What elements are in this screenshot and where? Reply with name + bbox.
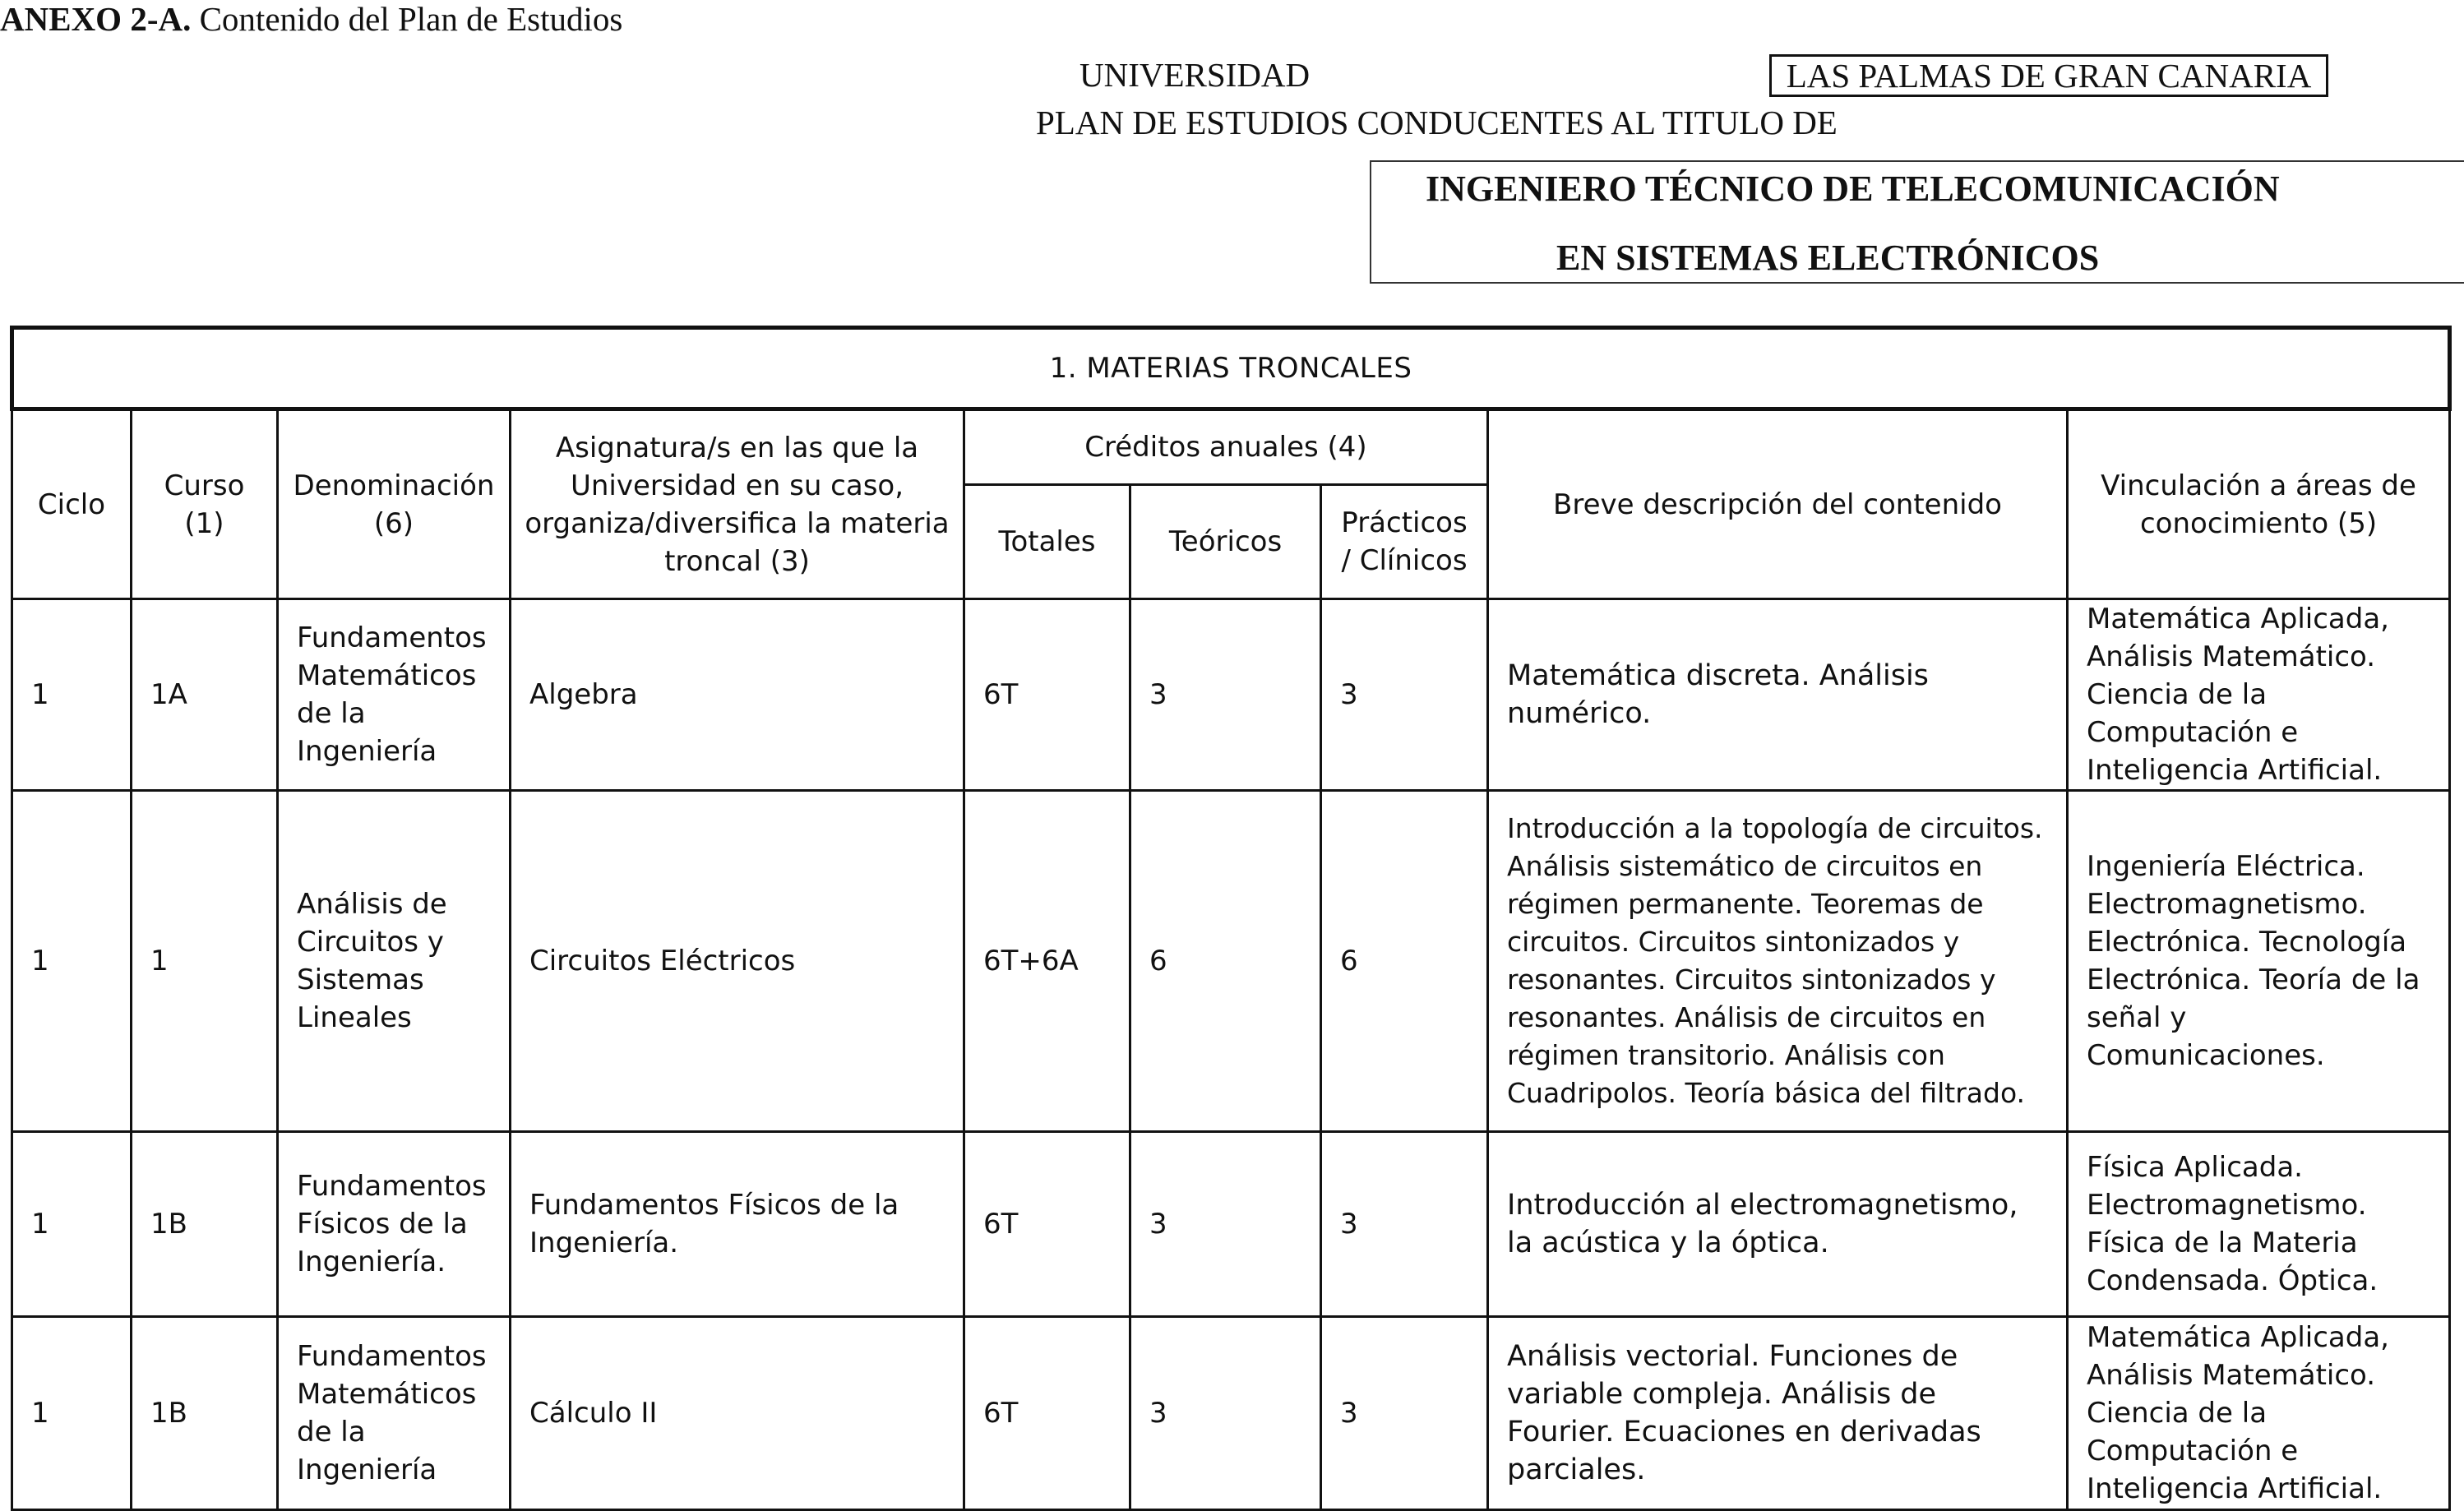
degree-title-line-2: EN SISTEMAS ELECTRÓNICOS: [1556, 238, 2100, 278]
cell-practicos: 3: [1321, 1132, 1488, 1317]
curriculum-table-wrapper: [10, 326, 2448, 1511]
university-label: UNIVERSIDAD: [1079, 56, 1311, 94]
annex-title: Contenido del Plan de Estudios: [199, 0, 623, 38]
cell-teoricos: 3: [1130, 599, 1321, 791]
cell-totales: 6T: [964, 1317, 1130, 1510]
degree-title-line-1: INGENIERO TÉCNICO DE TELECOMUNICACIÓN: [1426, 169, 2280, 209]
cell-vinculacion: Matemática Aplicada, Análisis Matemático. Ciencia de la Computación e Inteligencia Artificial.: [2068, 1317, 2450, 1510]
column-header-curso: Curso (1): [132, 409, 278, 599]
column-header-creditos: Créditos anuales (4): [964, 409, 1488, 485]
cell-practicos: 3: [1321, 599, 1488, 791]
annex-heading: [0, 0, 622, 38]
university-name-box: LAS PALMAS DE GRAN CANARIA: [1769, 54, 2328, 97]
cell-asignatura: Cálculo II: [511, 1317, 964, 1510]
cell-ciclo: 1: [12, 599, 132, 791]
cell-teoricos: 3: [1130, 1317, 1321, 1510]
cell-denominacion: Fundamentos Físicos de la Ingeniería.: [278, 1132, 511, 1317]
cell-descripcion: Análisis vectorial. Funciones de variable compleja. Análisis de Fourier. Ecuaciones en derivadas parciales.: [1488, 1317, 2068, 1510]
cell-curso: 1B: [132, 1317, 278, 1510]
cell-descripcion: Introducción al electromagnetismo, la acústica y la óptica.: [1488, 1132, 2068, 1317]
cell-practicos: 3: [1321, 1317, 1488, 1510]
table-row: [12, 599, 2450, 791]
cell-denominacion: Fundamentos Matemáticos de la Ingeniería: [278, 599, 511, 791]
table-title: 1. MATERIAS TRONCALES: [12, 328, 2450, 409]
column-header-teoricos: Teóricos: [1130, 485, 1321, 599]
cell-totales: 6T: [964, 599, 1130, 791]
column-header-totales: Totales: [964, 485, 1130, 599]
column-header-practicos: Prácticos / Clínicos: [1321, 485, 1488, 599]
cell-curso: 1: [132, 791, 278, 1132]
column-header-ciclo: Ciclo: [12, 409, 132, 599]
curriculum-table: [10, 326, 2452, 1511]
column-header-vinculacion: Vinculación a áreas de conocimiento (5): [2068, 409, 2450, 599]
cell-denominacion: Fundamentos Matemáticos de la Ingeniería: [278, 1317, 511, 1510]
annex-number: ANEXO 2-A.: [0, 0, 192, 38]
cell-totales: 6T+6A: [964, 791, 1130, 1132]
cell-asignatura: Circuitos Eléctricos: [511, 791, 964, 1132]
cell-ciclo: 1: [12, 791, 132, 1132]
cell-asignatura: Algebra: [511, 599, 964, 791]
cell-curso: 1B: [132, 1132, 278, 1317]
cell-descripcion: Matemática discreta. Análisis numérico.: [1488, 599, 2068, 791]
cell-vinculacion: Física Aplicada. Electromagnetismo. Física de la Materia Condensada. Óptica.: [2068, 1132, 2450, 1317]
cell-ciclo: 1: [12, 1317, 132, 1510]
table-row: [12, 1317, 2450, 1510]
cell-totales: 6T: [964, 1132, 1130, 1317]
column-header-asignatura: Asignatura/s en las que la Universidad en su caso, organiza/diversifica la materia troncal (3): [511, 409, 964, 599]
cell-practicos: 6: [1321, 791, 1488, 1132]
cell-denominacion: Análisis de Circuitos y Sistemas Lineales: [278, 791, 511, 1132]
column-header-descripcion: Breve descripción del contenido: [1488, 409, 2068, 599]
cell-curso: 1A: [132, 599, 278, 791]
cell-vinculacion: Matemática Aplicada, Análisis Matemático. Ciencia de la Computación e Inteligencia Artificial.: [2068, 599, 2450, 791]
cell-vinculacion: Ingeniería Eléctrica. Electromagnetismo. Electrónica. Tecnología Electrónica. Teoría de la señal y Comunicaciones.: [2068, 791, 2450, 1132]
cell-ciclo: 1: [12, 1132, 132, 1317]
column-header-denominacion: Denominación (6): [278, 409, 511, 599]
cell-asignatura: Fundamentos Físicos de la Ingeniería.: [511, 1132, 964, 1317]
cell-teoricos: 6: [1130, 791, 1321, 1132]
cell-descripcion: Introducción a la topología de circuitos. Análisis sistemático de circuitos en régimen permanente. Teoremas de circuitos. Circuitos sintonizados y resonantes. Circuitos sintonizados y resonantes. Análisis de circuitos en régimen transitorio. Análisis con Cuadripolos. Teoría básica del filtrado.: [1488, 791, 2068, 1132]
table-row: [12, 791, 2450, 1132]
cell-teoricos: 3: [1130, 1132, 1321, 1317]
table-row: [12, 1132, 2450, 1317]
degree-title-box: [1370, 160, 2464, 284]
plan-label: PLAN DE ESTUDIOS CONDUCENTES AL TITULO DE: [1036, 104, 1838, 141]
